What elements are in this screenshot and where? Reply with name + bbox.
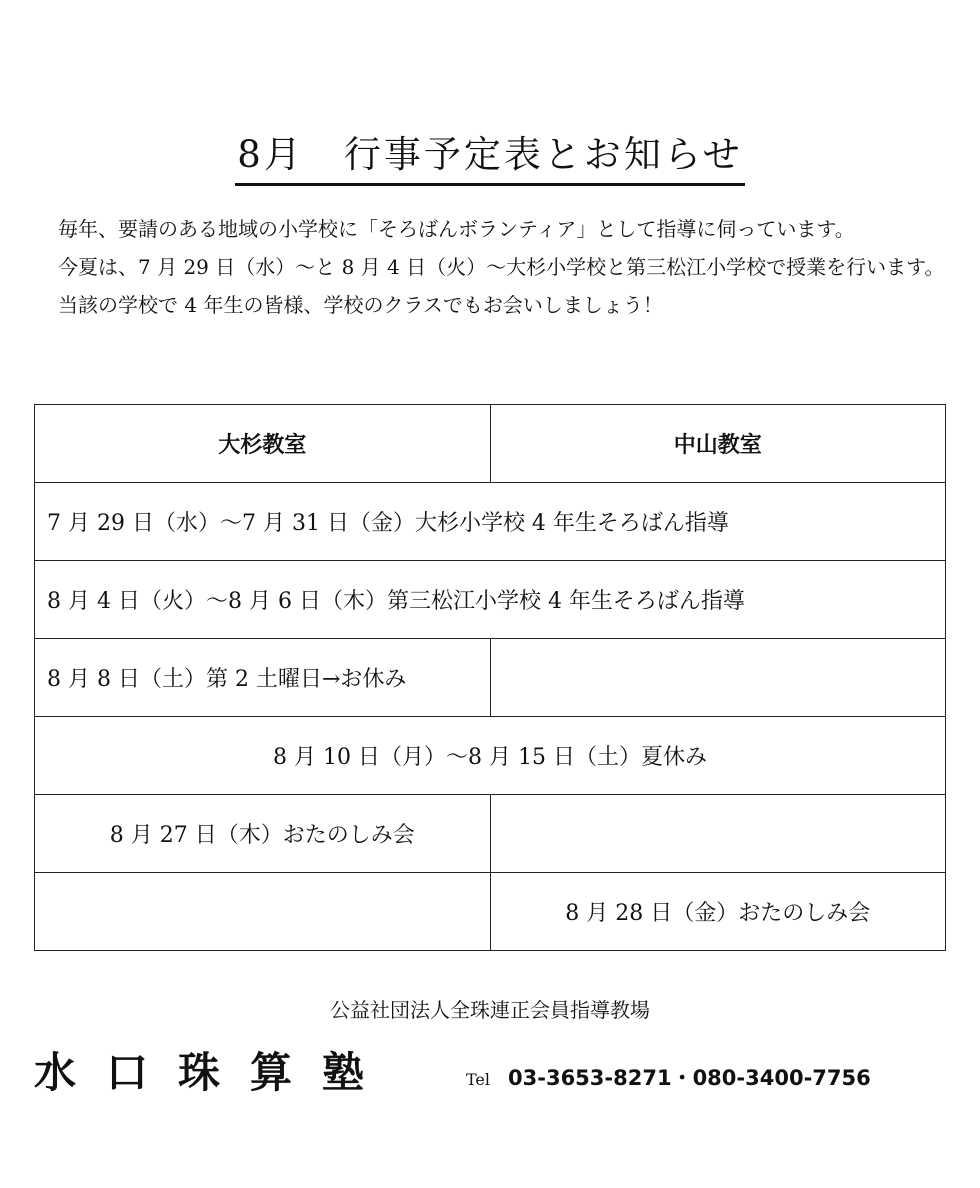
title-wrap	[0, 108, 980, 211]
empty-cell	[35, 873, 491, 951]
school-name: 水口珠算塾	[34, 1048, 395, 1097]
row-nakayama-party: 8 月 28 日（金）おたのしみ会	[490, 873, 946, 951]
row-osugi-party: 8 月 27 日（木）おたのしみ会	[35, 795, 491, 873]
table-row	[35, 873, 946, 951]
row-matsue-school: 8 月 4 日（火）～8 月 6 日（木）第三松江小学校 4 年生そろばん指導	[35, 561, 946, 639]
telephone	[466, 1062, 871, 1092]
footer-organization: 公益社団法人全珠連正会員指導教場	[330, 998, 650, 1022]
intro-text	[34, 210, 946, 324]
row-second-saturday: 8 月 8 日（土）第 2 土曜日→お休み	[35, 639, 491, 717]
tel-numbers: 03-3653-8271・080-3400-7756	[508, 1066, 871, 1090]
tel-label: Tel	[466, 1070, 491, 1089]
intro-paragraph-2: 今夏は、7 月 29 日（水）～と 8 月 4 日（火）～大杉小学校と第三松江小学校で授業を行います。	[58, 255, 945, 279]
intro-paragraph-3: 当該の学校で 4 年生の皆様、学校のクラスでもお会いしましょう！	[58, 293, 663, 317]
page-title: 8月 行事予定表とお知らせ	[235, 133, 744, 186]
table-row	[35, 795, 946, 873]
row-osugi-school: 7 月 29 日（水）～7 月 31 日（金）大杉小学校 4 年生そろばん指導	[35, 483, 946, 561]
table-row	[35, 639, 946, 717]
empty-cell	[490, 639, 946, 717]
table-row	[35, 483, 946, 561]
table-row	[35, 717, 946, 795]
header-nakayama: 中山教室	[490, 405, 946, 483]
intro-paragraph-1: 毎年、要請のある地域の小学校に「そろばんボランティア」として指導に伺っています。	[58, 217, 855, 241]
header-osugi: 大杉教室	[35, 405, 491, 483]
empty-cell	[490, 795, 946, 873]
row-summer-break: 8 月 10 日（月）～8 月 15 日（土）夏休み	[35, 717, 946, 795]
table-header-row	[35, 405, 946, 483]
schedule-table	[34, 404, 946, 951]
table-row	[35, 561, 946, 639]
